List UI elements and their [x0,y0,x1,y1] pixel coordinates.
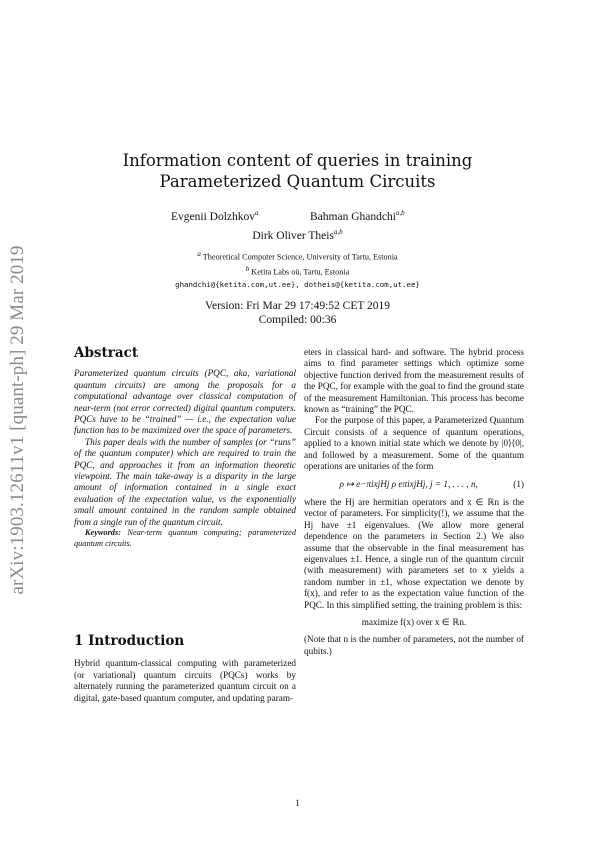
introduction-section [74,633,296,704]
right-paragraph-2: For the purpose of this paper, a Parameterized Quantum Circuit consists of a sequence of quantum operations, applied to a known initial state which we denote by |0⟩⟨0|, and followed by a measurement. Some of the quantum operations are unitaries of the form [304,415,524,472]
keywords: Keywords: Near-term quantum computing; parameterized quantum circuits. [74,528,296,548]
author-emails: ghandchi@{ketita.com,ut.ee}, dotheis@{ketita.com,ut.ee} [175,280,420,289]
title-line-2: Parameterized Quantum Circuits [159,172,436,191]
version-line: Version: Fri Mar 29 17:49:52 CET 2019 [204,300,391,312]
intro-paragraph-1: Hybrid quantum-classical computing with parameterized (or variational) quantum circuits (PQCs) works by alternately running the parameterized quantum circuit on a digital, gate-based quantum computer, and updating param- [74,658,296,703]
abstract-paragraph-1: Parameterized quantum circuits (PQC, aka, variational quantum circuits) are among the proposals for a computational advantage over classical computation of near-term (not error corrected) digital quantum computers. PQCs have to be “trained” — i.e., the expectation value function has to be maximized over the space of parameters. [74,368,296,436]
page-number: 1 [295,798,300,808]
abstract-heading: Abstract [74,345,139,361]
equation-1-number: (1) [513,479,524,490]
affiliation-a: a Theoretical Computer Science, University of Tartu, Estonia [197,250,398,262]
title-line-1: Information content of queries in training [122,151,473,170]
abstract-section [74,345,296,549]
right-paragraph-4: (Note that n is the number of parameters, not the number of qubits.) [304,634,524,656]
right-paragraph-1: eters in classical hard- and software. The hybrid process aims to find parameter settings which optimize some objective function derived from the measurement results of the PQC, for example with the goal to find the ground state of the measurement Hamiltonian. This process has become known as “training” the PQC. [304,347,524,415]
compiled-line: Compiled: 00:36 [258,314,337,326]
intro-heading: 1 Introduction [74,633,185,649]
equation-2: maximize f(x) over x ∈ ℝn. [361,616,467,627]
arxiv-stamp-text: arXiv:1903.12611v1 [quant-ph] 29 Mar 2019 [7,245,28,595]
right-paragraph-3: where the Hj are hermitian operators and x ∈ ℝn is the vector of parameters. For simplicity(!), we assume that the Hj have ±1 eigenvalues. (We allow more general dependence on the parameters in Section 2.) We also assume that the observable in the final measurement has eigenvalues ±1. Hence, a single run of the quantum circuit (with measurement) with parameters set to x yields a random number in ±1, whose expectation we denote by f(x), and refer to as the expectation value function of the PQC. In this simplified setting, the training problem is this: [304,496,524,610]
right-column [304,347,524,657]
equation-1 [304,479,524,490]
affiliation-b: b Ketita Labs oü, Tartu, Estonia [245,265,350,277]
author-3: Dirk Oliver Theis$^{a,b}$ [252,228,343,242]
abstract-paragraph-2: This paper deals with the number of samples (or “runs” of the quantum computer) which are required to train the PQC, and approaches it from an information theoretic viewpoint. The main take-away is a disparity in the large amount of information contained in a single exact evaluation of the expectation value, vs the exponentially small amount contained in the random sample obtained from a single run of the quantum circuit. [74,436,296,527]
author-1: Evgenii Dolzhkov$^a$ [171,209,259,223]
equation-1-body: ρ ↦ e−πixjHj ρ eπixjHj, j = 1, . . . , n, [339,479,478,490]
author-2: Bahman Ghandchi$^{a,b}$ [310,209,405,223]
paper-title [0,150,595,192]
